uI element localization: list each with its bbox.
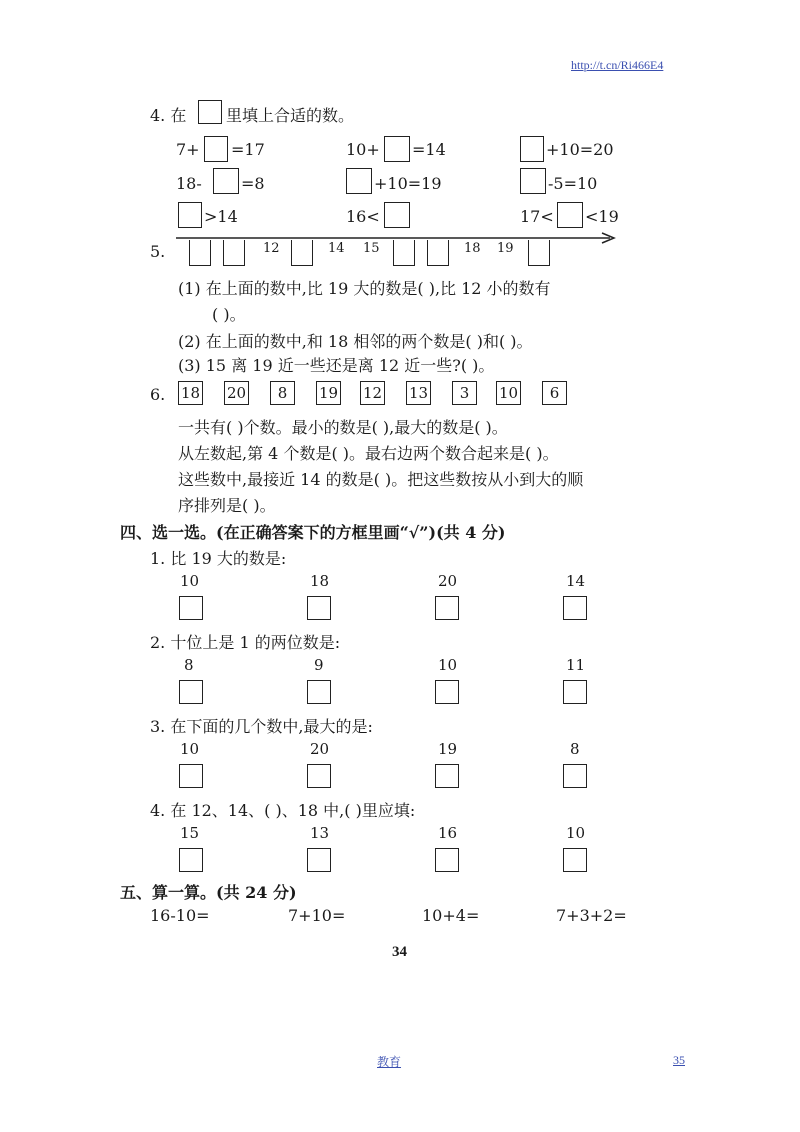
option-label: 10 — [438, 656, 458, 674]
option-label: 11 — [566, 656, 586, 674]
option-label: 19 — [438, 740, 458, 758]
choice-question-3: 3. 在下面的几个数中,最大的是: — [150, 717, 373, 736]
q6-number-box: 6 — [542, 381, 567, 405]
option-label: 14 — [566, 572, 586, 590]
q4-r3-c-left: 17< — [520, 207, 554, 226]
answer-checkbox[interactable] — [435, 680, 459, 704]
q4-r2-a-right: =8 — [241, 174, 265, 193]
q4-r3-b-left: 16< — [346, 207, 380, 226]
section-4-title: 四、选一选。(在正确答案下的方框里画“√”)(共 4 分) — [120, 523, 506, 542]
q4-title-box — [198, 100, 222, 124]
q4-r2-c-right: -5=10 — [548, 174, 598, 193]
answer-checkbox[interactable] — [179, 764, 203, 788]
option-label: 10 — [180, 740, 200, 758]
q6-number-box: 3 — [452, 381, 477, 405]
calc-expression: 7+10= — [288, 906, 346, 925]
option-label: 20 — [438, 572, 458, 590]
q4-r1-a-left: 7+ — [176, 140, 200, 159]
q4-r1-c-right: +10=20 — [546, 140, 614, 159]
answer-checkbox[interactable] — [179, 848, 203, 872]
option-label: 9 — [314, 656, 324, 674]
q4-r1-b-right: =14 — [412, 140, 446, 159]
q6-number: 6. — [150, 385, 166, 404]
answer-checkbox[interactable] — [435, 848, 459, 872]
q5-box-1[interactable] — [189, 240, 211, 266]
q6-number-box: 8 — [270, 381, 295, 405]
q5-box-4[interactable] — [393, 240, 415, 266]
choice-question-4: 4. 在 12、14、( )、18 中,( )里应填: — [150, 801, 416, 820]
q5-part3: (3) 15 离 19 近一些还是离 12 近一些?( )。 — [178, 356, 495, 375]
q6-number-box: 13 — [406, 381, 431, 405]
tick-12: 12 — [263, 241, 280, 256]
q4-title-start: 4. 在 — [150, 106, 187, 125]
q4-r1-a-box[interactable] — [204, 136, 228, 162]
q4-r3-a-right: >14 — [204, 207, 238, 226]
calc-expression: 10+4= — [422, 906, 480, 925]
q4-r2-a-box[interactable] — [213, 168, 239, 194]
option-label: 8 — [570, 740, 580, 758]
q6-number-box: 12 — [360, 381, 385, 405]
option-label: 10 — [566, 824, 586, 842]
option-label: 16 — [438, 824, 458, 842]
answer-checkbox[interactable] — [307, 680, 331, 704]
choice-question-2: 2. 十位上是 1 的两位数是: — [150, 633, 341, 652]
option-label: 10 — [180, 572, 200, 590]
q5-part1-line1: (1) 在上面的数中,比 19 大的数是( ),比 12 小的数有 — [178, 279, 551, 298]
q6-number-box: 18 — [178, 381, 203, 405]
calc-expression: 16-10= — [150, 906, 210, 925]
q5-part1-line2: ( )。 — [212, 305, 246, 324]
q5-part2: (2) 在上面的数中,和 18 相邻的两个数是( )和( )。 — [178, 332, 533, 351]
section-5-title: 五、算一算。(共 24 分) — [120, 883, 297, 902]
q4-title-rest: 里填上合适的数。 — [226, 106, 355, 125]
q6-line2: 从左数起,第 4 个数是( )。最右边两个数合起来是( )。 — [178, 444, 559, 463]
answer-checkbox[interactable] — [307, 848, 331, 872]
footer-link[interactable]: 教育 — [377, 1055, 402, 1069]
answer-checkbox[interactable] — [307, 596, 331, 620]
q4-r3-b-box[interactable] — [384, 202, 410, 228]
calc-expression: 7+3+2= — [556, 906, 627, 925]
page-number: 34 — [392, 944, 407, 960]
answer-checkbox[interactable] — [179, 680, 203, 704]
answer-checkbox[interactable] — [563, 680, 587, 704]
answer-checkbox[interactable] — [563, 848, 587, 872]
tick-19: 19 — [497, 241, 514, 256]
q6-number-box: 20 — [224, 381, 249, 405]
q4-r1-a-right: =17 — [231, 140, 265, 159]
q6-number-box: 10 — [496, 381, 521, 405]
tick-15: 15 — [363, 241, 380, 256]
answer-checkbox[interactable] — [435, 764, 459, 788]
tick-14: 14 — [328, 241, 345, 256]
option-label: 8 — [184, 656, 194, 674]
q4-r3-c-right: <19 — [585, 207, 619, 226]
q4-r1-b-box[interactable] — [384, 136, 410, 162]
option-label: 13 — [310, 824, 330, 842]
q5-box-5[interactable] — [427, 240, 449, 266]
q4-r2-b-box[interactable] — [346, 168, 372, 194]
q4-r2-a-left: 18- — [176, 174, 202, 193]
q5-box-6[interactable] — [528, 240, 550, 266]
q4-r3-c-box[interactable] — [557, 202, 583, 228]
option-label: 20 — [310, 740, 330, 758]
q6-line3: 这些数中,最接近 14 的数是( )。把这些数按从小到大的顺 — [178, 470, 584, 489]
q4-r1-b-left: 10+ — [346, 140, 380, 159]
q5-box-2[interactable] — [223, 240, 245, 266]
q4-r2-b-right: +10=19 — [374, 174, 442, 193]
q4-r3-a-box[interactable] — [178, 202, 202, 228]
answer-checkbox[interactable] — [563, 764, 587, 788]
q4-r1-c-box[interactable] — [520, 136, 544, 162]
q6-line1: 一共有( )个数。最小的数是( ),最大的数是( )。 — [178, 418, 508, 437]
q4-r2-c-box[interactable] — [520, 168, 546, 194]
header-link[interactable]: http://t.cn/Ri466E4 — [571, 58, 664, 72]
footer-page-link[interactable]: 35 — [673, 1053, 685, 1067]
tick-18: 18 — [464, 241, 481, 256]
answer-checkbox[interactable] — [563, 596, 587, 620]
q6-number-box: 19 — [316, 381, 341, 405]
option-label: 15 — [180, 824, 200, 842]
answer-checkbox[interactable] — [307, 764, 331, 788]
answer-checkbox[interactable] — [435, 596, 459, 620]
q6-line4: 序排列是( )。 — [178, 496, 276, 515]
option-label: 18 — [310, 572, 330, 590]
choice-question-1: 1. 比 19 大的数是: — [150, 549, 287, 568]
q5-number: 5. — [150, 242, 166, 261]
answer-checkbox[interactable] — [179, 596, 203, 620]
q5-box-3[interactable] — [291, 240, 313, 266]
